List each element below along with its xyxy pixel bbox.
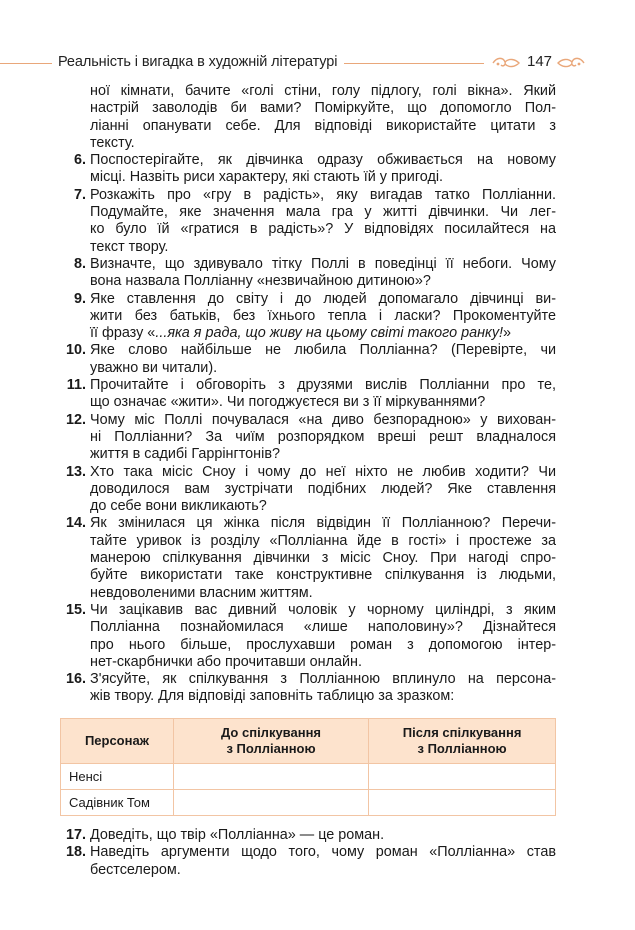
header-text: з Полліанною xyxy=(226,741,316,756)
question-number: 10. xyxy=(65,342,86,359)
question-number: 16. xyxy=(65,671,86,688)
cell-after xyxy=(369,790,556,816)
question-7 xyxy=(60,187,556,256)
text-line: настрій заволодів би вами? Поміркуйте, що допомогло Пол- xyxy=(90,100,556,117)
question-18 xyxy=(60,844,556,879)
text-line: місці. Назвіть риси характеру, які стають їй у пригоді. xyxy=(90,169,444,186)
page-header xyxy=(0,52,635,74)
question-10 xyxy=(60,342,556,377)
text-line: невдоволеними власним життям. xyxy=(90,584,313,601)
text-line: жити без батьків, без їхнього тепла і ласки? Прокоментуйте xyxy=(90,307,556,324)
quote-prefix: її фразу « xyxy=(90,325,156,342)
header-text: Персонаж xyxy=(84,733,149,748)
ornament-left-icon xyxy=(491,56,521,70)
question-number: 13. xyxy=(65,463,86,480)
table-header-row xyxy=(61,719,556,764)
question-number: 6. xyxy=(73,152,86,169)
header-before xyxy=(173,719,368,764)
cell-character: Ненсі xyxy=(61,764,174,790)
text-line: нет-скарбнички або прочитавши онлайн. xyxy=(90,653,362,670)
text-line: ні Полліанни? За чиїм розпорядком вреші решт владналося xyxy=(90,428,556,445)
text-line: буйте використати таке конструктивне спілкування із людьми, xyxy=(90,567,556,584)
text-line: Доведіть, що твір «Полліанна» — це роман. xyxy=(90,827,385,843)
text-line: бестселером. xyxy=(90,861,181,878)
text-line: до себе вони викликають? xyxy=(90,498,267,515)
text-line: жів твору. Для відповіді заповніть таблицю за зразком: xyxy=(90,688,455,705)
text-line: З'ясуйте, як спілкування з Полліанною вплинуло на персона- xyxy=(90,671,556,688)
text-line: про нього більше, прослухавши роман з допомогою інтер- xyxy=(90,636,556,653)
cell-before xyxy=(173,790,368,816)
header-text: з Полліанною xyxy=(417,741,507,756)
text-line: Подумайте, яке значення мала гра у житті дівчинки. Чи лег- xyxy=(90,204,556,221)
text-line: ної кімнати, бачите «голі стіни, голу підлогу, голі вікна». Який xyxy=(90,83,556,99)
question-15 xyxy=(60,602,556,671)
text-line: Чи зацікавив вас дивний чоловік у чорному циліндрі, з яким xyxy=(90,601,556,618)
text-line: Як змінилася ця жінка після відвідин її Полліанною? Перечи- xyxy=(90,515,556,532)
characters-table xyxy=(60,718,556,816)
questions-block xyxy=(60,83,556,706)
quote-suffix: » xyxy=(503,325,512,342)
text-line: Яке ставлення до світу і до людей допомагало дівчинці ви- xyxy=(90,290,556,307)
question-17 xyxy=(60,827,556,844)
text-line: Наведіть аргументи щодо того, чому роман «Полліанна» став xyxy=(90,844,556,861)
text-line: життя в садибі Гаррінгтонів? xyxy=(90,446,280,463)
text-line: текст твору. xyxy=(90,238,169,255)
table-row xyxy=(61,764,556,790)
question-number: 18. xyxy=(65,844,86,861)
text-line: ко було їй «гратися в радість»? У відповідях посилайтеся на xyxy=(90,221,556,238)
question-number: 7. xyxy=(73,186,86,203)
header-after xyxy=(369,719,556,764)
question-number: 14. xyxy=(65,515,86,532)
cell-character: Садівник Том xyxy=(61,790,174,816)
question-9 xyxy=(60,291,556,343)
text-line: уважно ви читали). xyxy=(90,359,218,376)
question-continuation xyxy=(60,83,556,152)
question-12 xyxy=(60,412,556,464)
cell-before xyxy=(173,764,368,790)
text-line: Визначте, що здивувало тітку Поллі в поведінці її небоги. Чому xyxy=(90,255,556,272)
header-rule-left xyxy=(0,63,52,64)
quote-line xyxy=(90,325,556,342)
question-number: 15. xyxy=(65,601,86,618)
header-text: До спілкування xyxy=(221,725,322,740)
text-line: Яке слово найбільше не любила Полліанна? (Перевірте, чи xyxy=(90,342,556,359)
text-line: вона назвала Полліанну «незвичайною дитиною»? xyxy=(90,273,431,290)
text-line: Розкажіть про «гру в радість», яку вигадав татко Полліанни. xyxy=(90,186,556,203)
text-line: Прочитайте і обговоріть з друзями вислів Полліанни про те, xyxy=(90,377,556,394)
page-number: 147 xyxy=(527,53,553,70)
text-line: що означає «жити». Чи погоджуєтеся ви з її міркуваннями? xyxy=(90,394,486,411)
question-number: 8. xyxy=(73,255,86,272)
question-16 xyxy=(60,671,556,706)
text-line: доводилося вам зустрічати подібних людей? Яке ставлення xyxy=(90,480,556,497)
header-text: Після спілкування xyxy=(402,725,522,740)
text-line: манерою спілкування дівчинки з місіс Сноу. При нагоді спро- xyxy=(90,550,556,567)
text-line: Чому міс Поллі почувалася «на диво безпорадною» у вихован- xyxy=(90,411,556,428)
table-row xyxy=(61,790,556,816)
cell-after xyxy=(369,764,556,790)
final-questions-block xyxy=(60,827,556,879)
question-number: 11. xyxy=(66,377,86,394)
question-8 xyxy=(60,256,556,291)
text-line: тексту. xyxy=(90,134,135,151)
text-line: тайте уривок із розділу «Полліанна йде в гості» і простеже за xyxy=(90,532,556,549)
ornament-right-icon xyxy=(556,56,586,70)
question-6 xyxy=(60,152,556,187)
header-character xyxy=(61,719,174,764)
question-number: 12. xyxy=(65,411,86,428)
text-line: Поспостерігайте, як дівчинка одразу обживається на новому xyxy=(90,152,556,169)
text-line: Хто така місіс Сноу і чому до неї ніхто не любив ходити? Чи xyxy=(90,463,556,480)
text-line: Полліанна познайомилася «лише наполовину»? Дізнайтеся xyxy=(90,619,556,636)
quote-italic: ...яка я рада, що живу на цьому світі такого ранку! xyxy=(155,325,504,342)
text-line: ліанні опанувати себе. Для відповіді використайте цитати з xyxy=(90,117,556,134)
question-number: 9. xyxy=(73,290,86,307)
chapter-title: Реальність і вигадка в художній літературі xyxy=(58,54,338,70)
question-11 xyxy=(60,377,556,412)
question-14 xyxy=(60,515,556,601)
question-number: 17. xyxy=(65,827,86,843)
header-rule-right xyxy=(344,63,484,64)
question-13 xyxy=(60,464,556,516)
